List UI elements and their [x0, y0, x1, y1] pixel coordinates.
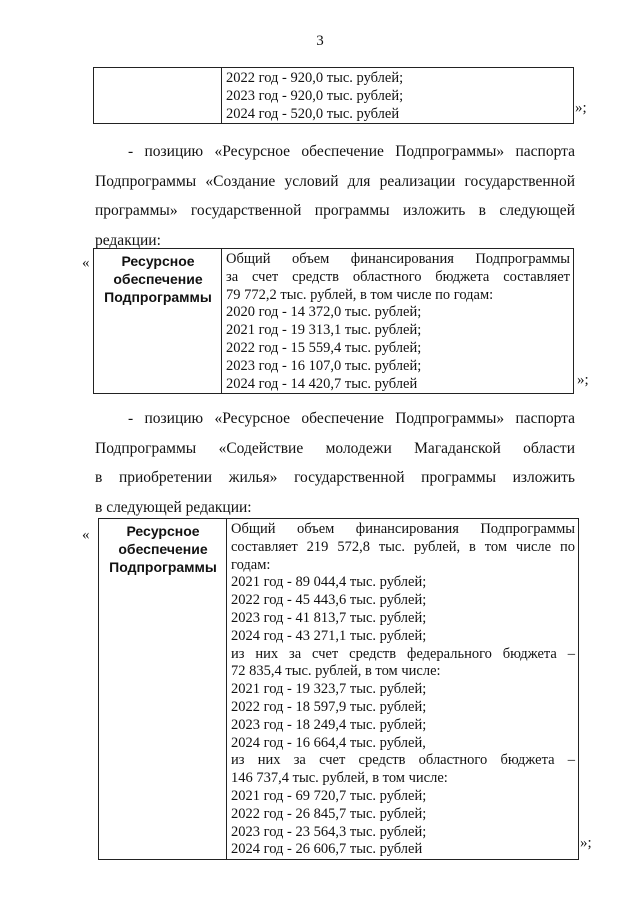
content-line: 2022 год - 18 597,9 тыс. рублей;: [231, 698, 427, 715]
paragraph-line: редакции:: [95, 231, 161, 249]
content-line: 2023 год - 23 564,3 тыс. рублей;: [231, 823, 427, 840]
resource-label-cell: [99, 519, 227, 860]
content-line: 2024 год - 16 664,4 тыс. рублей,: [231, 734, 426, 751]
resource-content-cell: [222, 249, 574, 394]
content-line: составляет 219 572,8 тыс. рублей, в том числе по: [231, 538, 575, 555]
content-line: 2024 год - 43 271,1 тыс. рублей;: [231, 627, 427, 644]
resource-content-cell: [227, 519, 579, 860]
content-line: 2023 год - 16 107,0 тыс. рублей;: [226, 357, 422, 374]
resource-label-cell: [94, 249, 222, 394]
table-continuation: [93, 67, 574, 124]
content-line: 72 835,4 тыс. рублей, в том числе:: [231, 663, 441, 680]
content-line: 2022 год - 45 443,6 тыс. рублей;: [231, 592, 427, 609]
page-number: 3: [316, 33, 324, 49]
content-line: 2022 год - 15 559,4 тыс. рублей;: [226, 339, 422, 356]
content-line: 146 737,4 тыс. рублей, в том числе:: [231, 770, 448, 787]
close-quote: »;: [577, 372, 589, 388]
content-line: Общий объем финансирования Подпрограммы: [226, 251, 570, 267]
content-line: Общий объем финансирования Подпрограммы: [231, 521, 575, 537]
content-line: 2023 год - 41 813,7 тыс. рублей;: [231, 609, 427, 626]
paragraph-line: программы» государственной программы изложить в следующей: [95, 202, 575, 219]
content-line: 2020 год - 14 372,0 тыс. рублей;: [226, 304, 422, 321]
paragraph-line: - позицию «Ресурсное обеспечение Подпрограммы» паспорта: [128, 143, 575, 160]
content-line: 2024 год - 26 606,7 тыс. рублей: [231, 841, 423, 858]
paragraph-line: в приобретении жилья» государственной программы изложить: [95, 469, 575, 486]
content-line: из них за счет средств федерального бюджета –: [231, 645, 575, 662]
instruction-paragraph-1: [95, 137, 575, 255]
content-line: 2021 год - 19 323,7 тыс. рублей;: [231, 681, 427, 698]
content-line: 2022 год - 26 845,7 тыс. рублей;: [231, 805, 427, 822]
paragraph-line: Подпрограммы «Создание условий для реализации государственной: [95, 172, 575, 190]
resource-label: Ресурсное обеспечение Подпрограммы: [109, 523, 217, 575]
paragraph-line: - позицию «Ресурсное обеспечение Подпрограммы» паспорта: [128, 410, 575, 427]
content-line: 2022 год - 920,0 тыс. рублей;: [226, 70, 404, 86]
content-line: за счет средств областного бюджета составляет: [226, 268, 570, 285]
table-content-cell: [222, 68, 574, 124]
content-line: 2024 год - 14 420,7 тыс. рублей: [226, 375, 418, 392]
content-line: 79 772,2 тыс. рублей, в том числе по годам:: [226, 286, 494, 303]
open-quote: «: [82, 527, 90, 543]
resource-label: Ресурсное обеспечение Подпрограммы: [104, 253, 212, 305]
paragraph-line: Подпрограммы «Содействие молодежи Магаданской области: [95, 439, 575, 457]
close-quote: »;: [575, 100, 587, 116]
instruction-paragraph-2: [95, 404, 575, 522]
content-line: 2024 год - 520,0 тыс. рублей: [226, 105, 400, 122]
open-quote: «: [82, 255, 90, 271]
content-line: 2021 год - 69 720,7 тыс. рублей;: [231, 787, 427, 804]
content-line: из них за счет средств областного бюджета –: [231, 752, 575, 769]
close-quote: »;: [580, 835, 592, 851]
table-resource-provision-2: [98, 518, 579, 860]
table-resource-provision-1: [93, 248, 574, 394]
content-line: годам:: [231, 556, 271, 573]
paragraph-line: в следующей редакции:: [95, 498, 252, 516]
content-line: 2023 год - 920,0 тыс. рублей;: [226, 87, 404, 104]
content-line: 2023 год - 18 249,4 тыс. рублей;: [231, 716, 427, 733]
content-line: 2021 год - 19 313,1 тыс. рублей;: [226, 322, 422, 339]
table-label-cell: [94, 68, 222, 124]
content-line: 2021 год - 89 044,4 тыс. рублей;: [231, 574, 427, 591]
